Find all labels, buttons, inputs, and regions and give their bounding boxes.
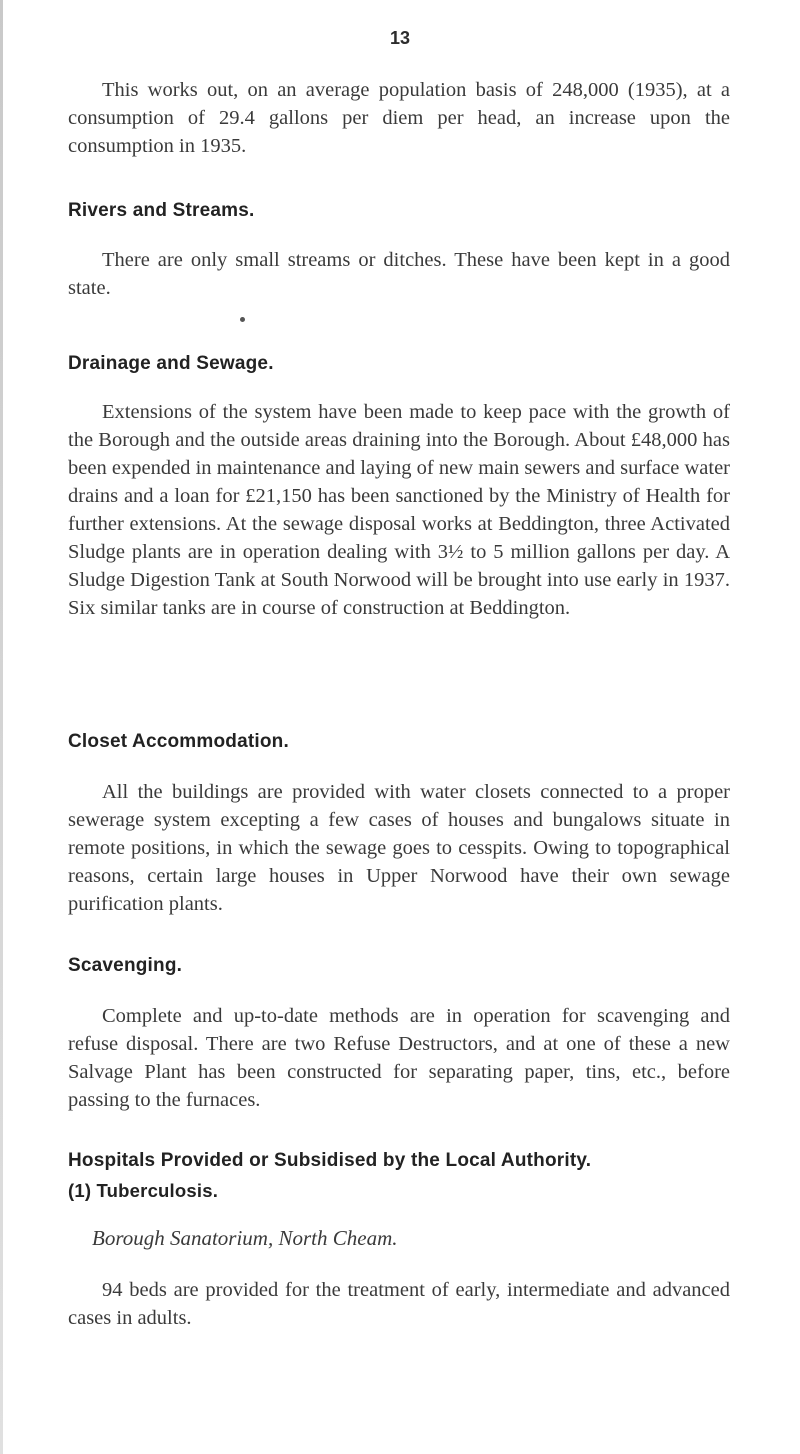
rivers-paragraph <box>68 246 730 302</box>
drainage-paragraph <box>68 398 730 622</box>
scavenging-text: Complete and up-to-date methods are in operation for scavenging and refuse disposal. There are two Refuse Destructors, and at one of these a new Salvage Plant has been constructed for separating paper, tins, etc., before passing to the furnaces. <box>68 1005 730 1111</box>
hospitals-paragraph <box>68 1276 730 1332</box>
intro-paragraph <box>68 76 730 160</box>
subheading-tuberculosis: (1) Tuberculosis. <box>68 1180 219 1201</box>
page-edge-shadow <box>0 0 3 1454</box>
drainage-text: Extensions of the system have been made to keep pace with the growth of the Borough and the outside areas draining into the Borough. About £48,000 has been expended in maintenance and laying of new main sewers and surface water drains and a loan for £21,150 has been sanctioned by the Ministry of Health for further extensions. At the sewage disposal works at Beddington, three Activated Sludge plants are in operation dealing with 3½ to 5 million gallons per day. A Sludge Digestion Tank at South Norwood will be brought into use early in 1937. Six similar tanks are in course of construction at Beddington. <box>68 401 730 619</box>
hospitals-text: 94 beds are provided for the treatment of early, intermediate and advanced cases in adults. <box>68 1279 730 1329</box>
institution-name: Borough Sanatorium, North Cheam. <box>92 1226 398 1250</box>
heading-closet-accommodation: Closet Accommodation. <box>68 731 289 752</box>
rivers-text: There are only small streams or ditches. These have been kept in a good state. <box>68 249 730 299</box>
closet-text: All the buildings are provided with water closets connected to a proper sewerage system excepting a few cases of houses and bungalows situate in remote positions, in which the sewage goes to cesspits. Owing to topographical reasons, certain large houses in Upper Norwood have their own sewage purification plants. <box>68 781 730 915</box>
heading-hospitals: Hospitals Provided or Subsidised by the Local Authority. <box>68 1150 592 1171</box>
heading-scavenging: Scavenging. <box>68 955 183 976</box>
heading-drainage-and-sewage: Drainage and Sewage. <box>68 353 274 374</box>
closet-paragraph <box>68 778 730 918</box>
heading-rivers-and-streams: Rivers and Streams. <box>68 200 255 221</box>
stray-dot-mark <box>240 317 245 322</box>
scavenging-paragraph <box>68 1002 730 1114</box>
page-number: 13 <box>389 28 411 48</box>
intro-text: This works out, on an average population basis of 248,000 (1935), at a consumption of 29.4 gallons per diem per head, an increase upon the consumption in 1935. <box>68 79 730 157</box>
